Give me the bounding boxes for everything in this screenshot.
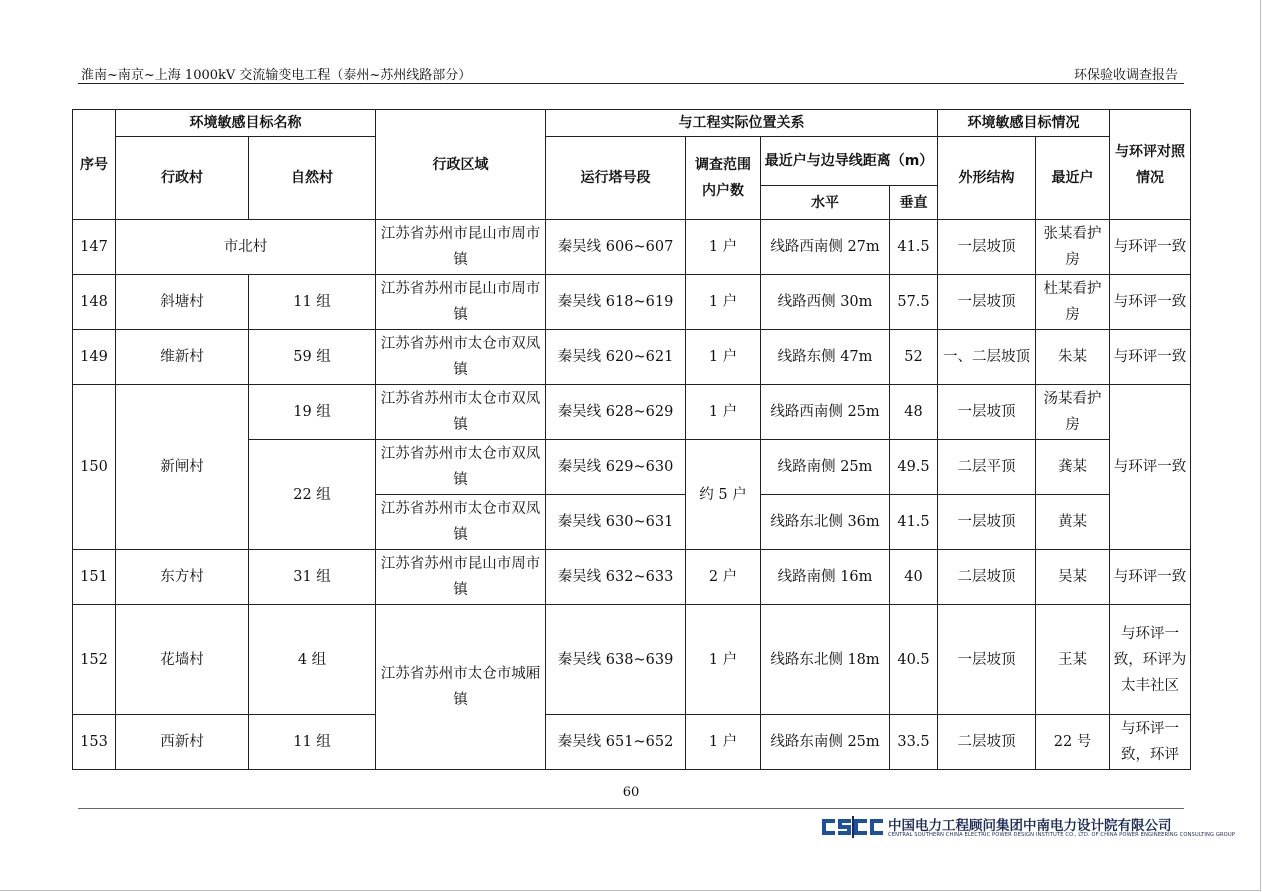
row-structure: 二层坡顶	[938, 550, 1036, 605]
row-vertical: 48	[890, 385, 938, 440]
row-seq: 150	[73, 385, 116, 550]
header-target-name: 环境敏感目标名称	[116, 110, 376, 137]
row-structure: 一层坡顶	[938, 495, 1036, 550]
row-households: 1 户	[686, 385, 761, 440]
row-horizontal: 线路东侧 47m	[761, 330, 890, 385]
row-natural: 11 组	[249, 715, 376, 770]
header-vertical: 垂直	[890, 186, 938, 220]
header-target-situation: 环境敏感目标情况	[938, 110, 1110, 137]
table-row	[73, 385, 1191, 440]
header-position-relation: 与工程实际位置关系	[546, 110, 938, 137]
row-nearest: 朱某	[1036, 330, 1110, 385]
svg-text:CSEPDI: CSEPDI	[853, 837, 858, 838]
row-structure: 二层平顶	[938, 440, 1036, 495]
company-name-cn: 中国电力工程顾问集团中南电力设计院有限公司	[888, 818, 1172, 834]
row-region: 江苏省苏州市太仓市双凤镇	[376, 440, 546, 495]
row-vertical: 40	[890, 550, 938, 605]
row-structure: 一、二层坡顶	[938, 330, 1036, 385]
row-tower: 秦吴线 630~631	[546, 495, 686, 550]
row-tower: 秦吴线 620~621	[546, 330, 686, 385]
table-row	[73, 220, 1191, 275]
row-comparison: 与环评一致，环评	[1110, 715, 1191, 770]
row-village: 花墙村	[116, 605, 249, 715]
row-households: 1 户	[686, 275, 761, 330]
row-vertical: 41.5	[890, 220, 938, 275]
row-village: 斜塘村	[116, 275, 249, 330]
header-survey-households: 调查范围内户数	[686, 137, 761, 220]
sensitive-targets-table	[72, 109, 1191, 770]
table-row	[73, 275, 1191, 330]
page-number: 60	[622, 785, 640, 800]
header-comparison: 与环评对照情况	[1110, 110, 1191, 220]
row-nearest: 吴某	[1036, 550, 1110, 605]
row-horizontal: 线路南侧 25m	[761, 440, 890, 495]
row-structure: 一层坡顶	[938, 385, 1036, 440]
row-comparison: 与环评一致	[1110, 275, 1191, 330]
row-comparison: 与环评一致	[1110, 550, 1191, 605]
row-structure: 二层坡顶	[938, 715, 1036, 770]
row-tower: 秦吴线 651~652	[546, 715, 686, 770]
row-nearest: 张某看护房	[1036, 220, 1110, 275]
row-structure: 一层坡顶	[938, 275, 1036, 330]
row-households: 约 5 户	[686, 440, 761, 550]
row-tower: 秦吴线 638~639	[546, 605, 686, 715]
row-tower: 秦吴线 629~630	[546, 440, 686, 495]
row-tower: 秦吴线 632~633	[546, 550, 686, 605]
report-name: 环保验收调查报告	[1073, 68, 1178, 83]
row-seq: 153	[73, 715, 116, 770]
row-vertical: 49.5	[890, 440, 938, 495]
company-name-en: CENTRAL SOUTHERN CHINA ELECTRIC POWER DESIGN INSTITUTE CO., LTD. OF CHINA POWER ENGINEERING CONSULTING GROUP	[888, 832, 1235, 838]
row-region: 江苏省苏州市昆山市周市镇	[376, 550, 546, 605]
row-seq: 149	[73, 330, 116, 385]
company-logo	[822, 814, 1235, 840]
row-comparison: 与环评一致，环评为太丰社区	[1110, 605, 1191, 715]
row-horizontal: 线路西侧 30m	[761, 275, 890, 330]
row-seq: 148	[73, 275, 116, 330]
row-nearest: 王某	[1036, 605, 1110, 715]
header-nearest-distance: 最近户与边导线距离（m）	[761, 137, 938, 186]
row-natural: 11 组	[249, 275, 376, 330]
row-tower: 秦吴线 618~619	[546, 275, 686, 330]
row-comparison: 与环评一致	[1110, 330, 1191, 385]
row-nearest: 杜某看护房	[1036, 275, 1110, 330]
row-households: 1 户	[686, 715, 761, 770]
row-village: 市北村	[116, 220, 376, 275]
row-horizontal: 线路东南侧 25m	[761, 715, 890, 770]
row-village: 西新村	[116, 715, 249, 770]
header-seq: 序号	[73, 110, 116, 220]
table-row	[73, 605, 1191, 715]
row-village: 维新村	[116, 330, 249, 385]
row-village: 新闸村	[116, 385, 249, 550]
row-horizontal: 线路东北侧 18m	[761, 605, 890, 715]
header-admin-village: 行政村	[116, 137, 249, 220]
row-households: 2 户	[686, 550, 761, 605]
row-region: 江苏省苏州市昆山市周市镇	[376, 220, 546, 275]
row-vertical: 57.5	[890, 275, 938, 330]
row-natural: 31 组	[249, 550, 376, 605]
header-natural-village: 自然村	[249, 137, 376, 220]
row-horizontal: 线路东北侧 36m	[761, 495, 890, 550]
row-structure: 一层坡顶	[938, 220, 1036, 275]
row-structure: 一层坡顶	[938, 605, 1036, 715]
header-row-1	[73, 110, 1191, 137]
row-region: 江苏省苏州市太仓市双凤镇	[376, 330, 546, 385]
row-natural: 19 组	[249, 385, 376, 440]
row-nearest: 黄某	[1036, 495, 1110, 550]
row-tower: 秦吴线 628~629	[546, 385, 686, 440]
header-rule	[78, 83, 1184, 84]
header-region: 行政区域	[376, 110, 546, 220]
row-region: 江苏省苏州市太仓市双凤镇	[376, 385, 546, 440]
header-horizontal: 水平	[761, 186, 890, 220]
row-vertical: 33.5	[890, 715, 938, 770]
row-nearest: 22 号	[1036, 715, 1110, 770]
header-structure: 外形结构	[938, 137, 1036, 220]
row-nearest: 汤某看护房	[1036, 385, 1110, 440]
row-horizontal: 线路西南侧 27m	[761, 220, 890, 275]
table-row	[73, 550, 1191, 605]
row-region: 江苏省苏州市太仓市双凤镇	[376, 495, 546, 550]
company-logo-icon	[822, 816, 884, 838]
table-row	[73, 715, 1191, 770]
row-vertical: 52	[890, 330, 938, 385]
row-nearest: 龚某	[1036, 440, 1110, 495]
row-comparison: 与环评一致	[1110, 385, 1191, 550]
row-seq: 152	[73, 605, 116, 715]
row-natural: 4 组	[249, 605, 376, 715]
row-tower: 秦吴线 606~607	[546, 220, 686, 275]
row-horizontal: 线路西南侧 25m	[761, 385, 890, 440]
row-region: 江苏省苏州市太仓市城厢镇	[376, 605, 546, 770]
row-seq: 151	[73, 550, 116, 605]
row-households: 1 户	[686, 605, 761, 715]
row-horizontal: 线路南侧 16m	[761, 550, 890, 605]
footer-rule	[78, 808, 1184, 809]
row-natural: 22 组	[249, 440, 376, 550]
document-title: 淮南~南京~上海 1000kV 交流输变电工程（泰州~苏州线路部分）	[81, 68, 472, 83]
header-nearest-house: 最近户	[1036, 137, 1110, 220]
table-row	[73, 330, 1191, 385]
row-comparison: 与环评一致	[1110, 220, 1191, 275]
row-households: 1 户	[686, 220, 761, 275]
row-vertical: 41.5	[890, 495, 938, 550]
page-header	[78, 62, 1184, 84]
row-natural: 59 组	[249, 330, 376, 385]
row-vertical: 40.5	[890, 605, 938, 715]
row-village: 东方村	[116, 550, 249, 605]
header-tower-section: 运行塔号段	[546, 137, 686, 220]
row-region: 江苏省苏州市昆山市周市镇	[376, 275, 546, 330]
row-seq: 147	[73, 220, 116, 275]
row-households: 1 户	[686, 330, 761, 385]
header-row-2	[73, 137, 1191, 186]
